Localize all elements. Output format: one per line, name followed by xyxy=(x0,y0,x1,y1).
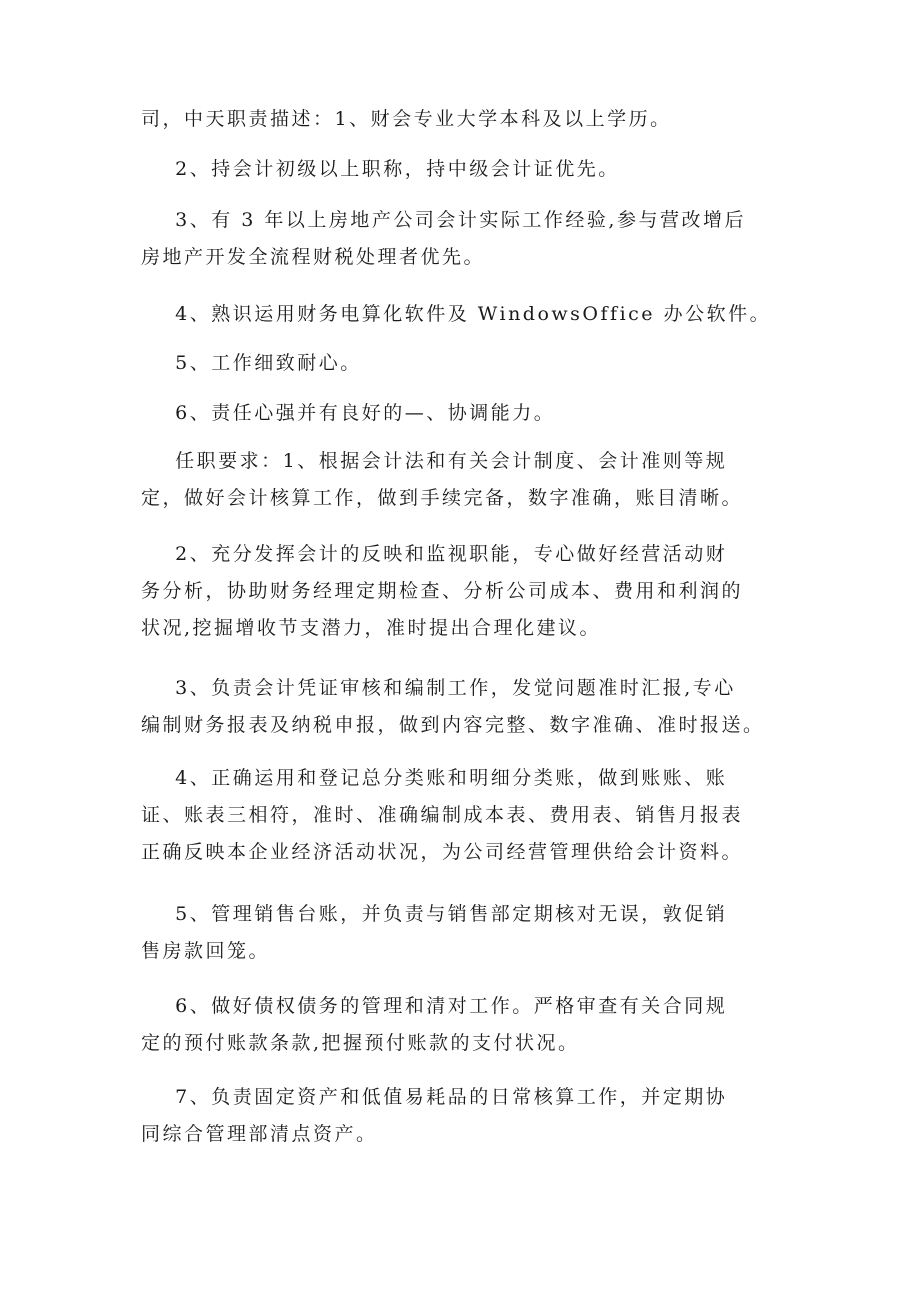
paragraph-duty-2: 2、持会计初级以上职称，持中级会计证优先。 xyxy=(141,158,620,180)
paragraph-duty-3: 3、有 3 年以上房地产公司会计实际工作经验,参与营改增后 房地产开发全流程财税处理者优先。 xyxy=(141,209,746,268)
paragraph-requirements-5: 5、管理销售台账，并负责与销售部定期核对无误，敦促销 售房款回笼。 xyxy=(141,903,728,962)
paragraph-requirements-7: 7、负责固定资产和低值易耗品的日常核算工作，并定期协 同综合管理部清点资产。 xyxy=(141,1086,728,1145)
paragraph-requirements-6: 6、做好债权债务的管理和清对工作。严格审查有关合同规 定的预付账款条款,把握预付账款的支付状况。 xyxy=(141,995,728,1054)
paragraph-duty-description: 司，中天职责描述：1、财会专业大学本科及以上学历。 xyxy=(141,108,672,130)
paragraph-requirements-3: 3、负责会计凭证审核和编制工作，发觉问题准时汇报,专心 编制财务报表及纳税申报，做到内容完整、数字准确、准时报送。 xyxy=(141,677,765,736)
paragraph-requirements-4: 4、正确运用和登记总分类账和明细分类账，做到账账、账 证、账表三相符，准时、准确编制成本表、费用表、销售月报表 正确反映本企业经济活动状况，为公司经营管理供给会计资料。 xyxy=(141,767,744,863)
paragraph-duty-6: 6、责任心强并有良好的—、协调能力。 xyxy=(141,402,556,424)
paragraph-duty-5: 5、工作细致耐心。 xyxy=(141,352,362,374)
paragraph-requirements-1: 任职要求：1、根据会计法和有关会计制度、会计准则等规 定，做好会计核算工作，做到手续完备，数字准确，账目清晰。 xyxy=(141,450,744,509)
paragraph-requirements-2: 2、充分发挥会计的反映和监视职能，专心做好经营活动财 务分析，协助财务经理定期检查、分析公司成本、费用和利润的 状况,挖掘增收节支潜力，准时提出合理化建议。 xyxy=(141,543,744,639)
paragraph-duty-4: 4、熟识运用财务电算化软件及 WindowsOffice 办公软件。 xyxy=(141,303,772,325)
